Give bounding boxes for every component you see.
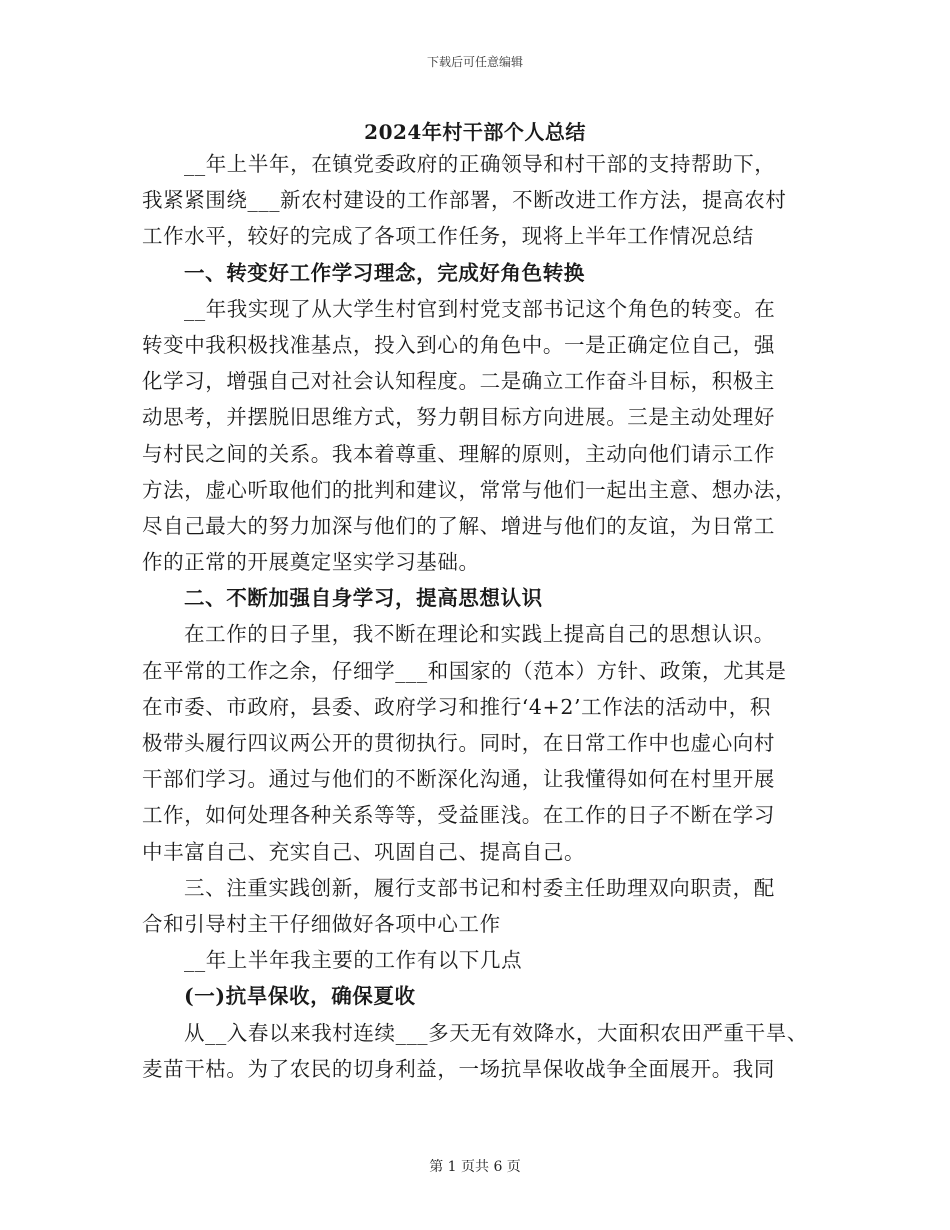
body-line: 极带头履行四议两公开的贯彻执行。同时，在日常工作中也虚心向村 [142,731,775,755]
subsection-heading: (一)抗旱保收，确保夏收 [184,984,416,1009]
body-line: 转变中我积极找准基点，投入到心的角色中。一是正确定位自己，强 [142,332,775,357]
body-line: 尽自己最大的努力加深与他们的了解、增进与他们的友谊，为日常工 [142,513,775,538]
body-line: 我紧紧围绕___新农村建设的工作部署，不断改进工作方法，提高农村 [142,188,787,213]
body-line: 麦苗干枯。为了农民的切身利益，一场抗旱保收战争全面展开。我同 [142,1056,775,1081]
body-line: 合和引导村主干仔细做好各项中心工作 [142,911,501,936]
body-line: 化学习，增强自己对社会认知程度。二是确立工作奋斗目标，积极主 [142,369,775,394]
body-line: __年上半年，在镇党委政府的正确领导和村干部的支持帮助下， [184,152,776,176]
body-line: 工作水平，较好的完成了各项工作任务，现将上半年工作情况总结 [142,224,754,249]
body-line: 从__入春以来我村连续___多天无有效降水，大面积农田严重干旱、 [184,1020,808,1045]
body-line: 与村民之间的关系。我本着尊重、理解的原则，主动向他们请示工作 [142,441,775,466]
body-line: 作的正常的开展奠定坚实学习基础。 [142,550,480,575]
header-note: 下载后可任意编辑 [426,55,523,69]
body-line: 方法，虚心听取他们的批判和建议，常常与他们一起出主意、想办法， [142,477,797,502]
body-line: 动思考，并摆脱旧思维方式，努力朝目标方向进展。三是主动处理好 [142,405,775,430]
body-line: 干部们学习。通过与他们的不断深化沟通，让我懂得如何在村里开展 [142,767,775,792]
page-number: 第 1 页共 6 页 [429,1159,521,1175]
body-line: __年我实现了从大学生村官到村党支部书记这个角色的转变。在 [184,296,776,321]
body-line: 在平常的工作之余，仔细学___和国家的（范本）方针、政策，尤其是 [142,658,787,683]
body-line: 中丰富自己、充实自己、巩固自己、提高自己。 [142,839,586,864]
body-line: __年上半年我主要的工作有以下几点 [184,948,523,973]
section-heading: 三、注重实践创新，履行支部书记和村委主任助理双向职责，配 [184,875,775,900]
section-heading: 一、转变好工作学习理念，完成好角色转换 [184,260,585,285]
body-line: 在市委、市政府，县委、政府学习和推行‘4+2’工作法的活动中，积 [142,694,771,719]
body-line: 工作，如何处理各种关系等等，受益匪浅。在工作的日子不断在学习 [142,803,775,828]
section-heading: 二、不断加强自身学习，提高思想认识 [184,586,543,611]
document-title: 2024年村干部个人总结 [364,120,586,144]
document-body [142,146,842,1087]
body-line: 在工作的日子里，我不断在理论和实践上提高自己的思想认识。 [184,622,775,647]
